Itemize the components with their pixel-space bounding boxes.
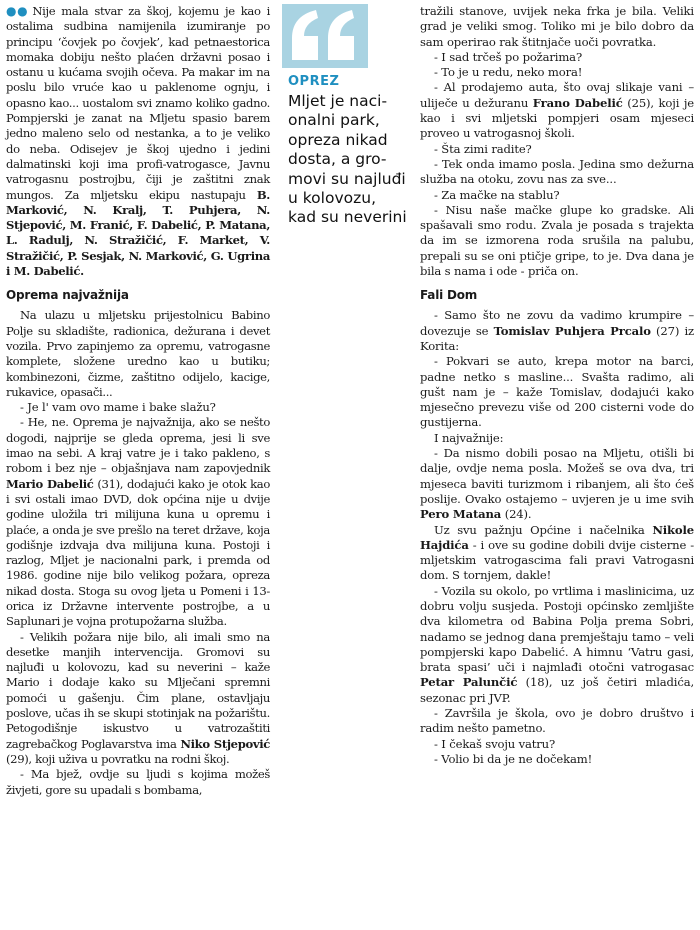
paragraph: - Tek onda imamo posla. Jedina smo dežurna služba na otoku, zovu nas za sve... (420, 156, 694, 187)
paragraph: - Nisu naše mačke glupe ko gradske. Ali spašavali smo rodu. Zvala je posada s trajekta da im se izmorena roda srušila na palubu, prepali su se oni ptičje gripe, to je. Dva dana je bila s nama i ode - priča on. (420, 202, 694, 279)
paragraph: - Da nismo dobili posao na Mljetu, otišli bi dalje, ovdje nema posla. Možeš se ova dva, tri mjeseca baviti turizmom i ribanjem, ali što ćeš poslije. Ovako ostajemo – uvjeren je u ime svih Pero Matana (24). (420, 446, 694, 522)
column-1 (6, 4, 270, 798)
paragraph: - I čekaš svoju vatru? (434, 736, 556, 751)
paragraph: tražili stanove, uvijek neka frka je bila. Veliki grad je veliki smog. Toliko mi je bilo dobro da sam operirao rak štitnjače uoči povratka. (420, 4, 694, 49)
pull-quote-text (288, 92, 414, 228)
intro-paragraph: ●● Nije mala stvar za škoj, kojemu je kao i ostalima sudbina namijenila izumiranje po principu ‘čovjek po čovjek’, kad petnaestorica momaka dobiju nešto plaćen državni posao i ostanu u kućama svojih očeva. Pa makar im na poslu bilo vruće kao u paklenome ognju, i opasno kao... uostalom svi znamo koliko gadno. Pompjerski je zanat na Mljetu spasio barem jedno maleno selo od nestanka, a to je veliko do neba. Odisejev je škoj ujedno i jedini dalmatinski koji ima profi-vatrogasce, Javnu vatrogasnu postrojbu, čiji je zaštitni znak mungos. Za mljetsku ekipu nastupaju B. Marković, N. Kralj, T. Puhjera, N. Stjepović, M. Franić, F. Dabelić, P. Matana, L. Radulj, N. Stražičić, F. Market, V. Stražičić, P. Sesjak, N. Marković, G. Ugrina i M. Dabelić. (6, 4, 270, 279)
paragraph: I najvažnije: (434, 430, 504, 445)
paragraph: - Al prodajemo auta, što ovaj slikaje vani – uliječe u dežuranu Frano Dabelić (25), koji je kao i svi mljetski pompjeri osam mjeseci proveo u vatrogasnoj školi. (420, 80, 694, 141)
quote-mark-icon (288, 8, 362, 64)
subheading-oprema: Oprema najvažnija (6, 288, 129, 303)
pull-quote-line: u kolovozu, (288, 189, 376, 208)
paragraph: - Volio bi da je ne dočekam! (434, 751, 593, 766)
paragraph: - Vozila su okolo, po vrtlima i maslinicima, uz dobru volju susjeda. Postoji općinsko zemljište dva kilometra od Babina Polja prema Sobri, nadamo se jednog dana premještaju tamo – veli pompjerski kapo Dabelić. A himnu ‘Vatru gasi, brata spasi’ uči i najmlađi otočni vatrogasac Petar Palunčić (18), uz još četiri mladića, sezonac pri JVP. (420, 583, 695, 705)
pull-quote-line: movi su najluđi (288, 169, 406, 188)
pull-quote-line: opreza nikad (288, 130, 388, 149)
paragraph: - Velikih požara nije bilo, ali imali smo na desetke manjih intervencija. Gromovi su najluđi u kolovozu, kad su neverini – kaže Mario i dodaje kako su Mlječani spremni pomoći u gašenju. Čim plane, ostavljaju poslove, učas ih se skupi stotinjak na požarištu. Petogodišnje iskustvo u vatrozaštiti zagrebačkog Poglavarstva ima Niko Stjepović (29), koji uživa u povratku na rodni škoj. (6, 629, 270, 766)
paragraph: - Za mačke na stablu? (434, 187, 560, 202)
paragraph: - Ma bjež, ovdje su ljudi s kojima možeš živjeti, gore su upadali s bombama, (6, 767, 270, 797)
paragraph: - Završila je škola, ovo je dobro društvo i radim nešto pametno. (420, 706, 694, 736)
pull-quote-label: OPREZ (288, 74, 340, 89)
pull-quote-line: Mljet je naci- (288, 92, 388, 110)
team-list: B. Marković, N. Kralj, T. Puhjera, N. Stjepović, M. Franić, F. Dabelić, P. Matana, L. Radulj, N. Stražičić, F. Market, V. Stražičić, P. Sesjak, N. Marković, G. Ugrina i M. Dabelić. (6, 187, 270, 279)
pull-quote-line: kad su neverini (288, 208, 407, 227)
paragraph: - Je l' vam ovo mame i bake slažu? (20, 400, 216, 415)
paragraph: Uz svu pažnju Općine i načelnika Nikole Hajdića - i ove su godine dobili dvije cisterne - mljetskim vatrogascima fali pravi Vatrogasni dom. S tornjem, dakle! (420, 522, 694, 583)
paragraph: - I sad trčeš po požarima? (434, 49, 583, 64)
paragraph: - Pokvari se auto, krepa motor na barci, padne netko s masline... Svašta radimo, ali gušt nam je – kaže Tomislav, dodajući kako mjesečno prevezu više od 200 cisterni vode do gustijerna. (420, 354, 694, 430)
quote-box (282, 4, 368, 68)
paragraph: Na ulazu u mljetsku prijestolnicu Babino Polje su skladište, radionica, dežurana i devet vozila. Prvo zapinjemo za opremu, vatrogasne komplete, složene uredno kao u butiku; kombinezoni, čizme, zaštitno odijelo, kacige, rukavice, opasači... (6, 308, 270, 399)
column-3 (420, 4, 694, 767)
pull-quote-line: dosta, a gro- (288, 150, 387, 169)
paragraph: - Samo što ne zovu da vadimo krumpire – dovezuje se Tomislav Puhjera Prcalo (27) iz Korita: (420, 308, 694, 353)
subheading-fali-dom: Fali Dom (420, 288, 478, 303)
bullet-dots-icon: ●● (6, 4, 29, 18)
paragraph: - Šta zimi radite? (434, 141, 532, 156)
pull-quote-line: onalni park, (288, 111, 380, 130)
paragraph: - To je u redu, neko mora! (434, 65, 583, 80)
paragraph: - He, ne. Oprema je najvažnija, ako se nešto dogodi, najprije se gleda oprema, jesi li sve imao na sebi. A kraj vatre je i tako pakleno, s robom i bez nje – objašnjava nam zapovjednik Mario Dabelić (31), dodajući kako je otok kao i svi ostali imao DVD, dok općina nije u dvije godine uložila tri milijuna kuna u opremu i plaće, a onda je sve prešlo na teret države, koja godišnje izdvaja dva milijuna kuna. Postoji i razlog, Mljet je nacionalni park, i premda od 1986. godine nije bilo velikog požara, opreza nikad dosta. Stoga su ovog ljeta u Pomeni i 13-orica iz Državne intervente postrojbe, a u Saplunari je vojna protupožarna služba. (6, 415, 270, 629)
